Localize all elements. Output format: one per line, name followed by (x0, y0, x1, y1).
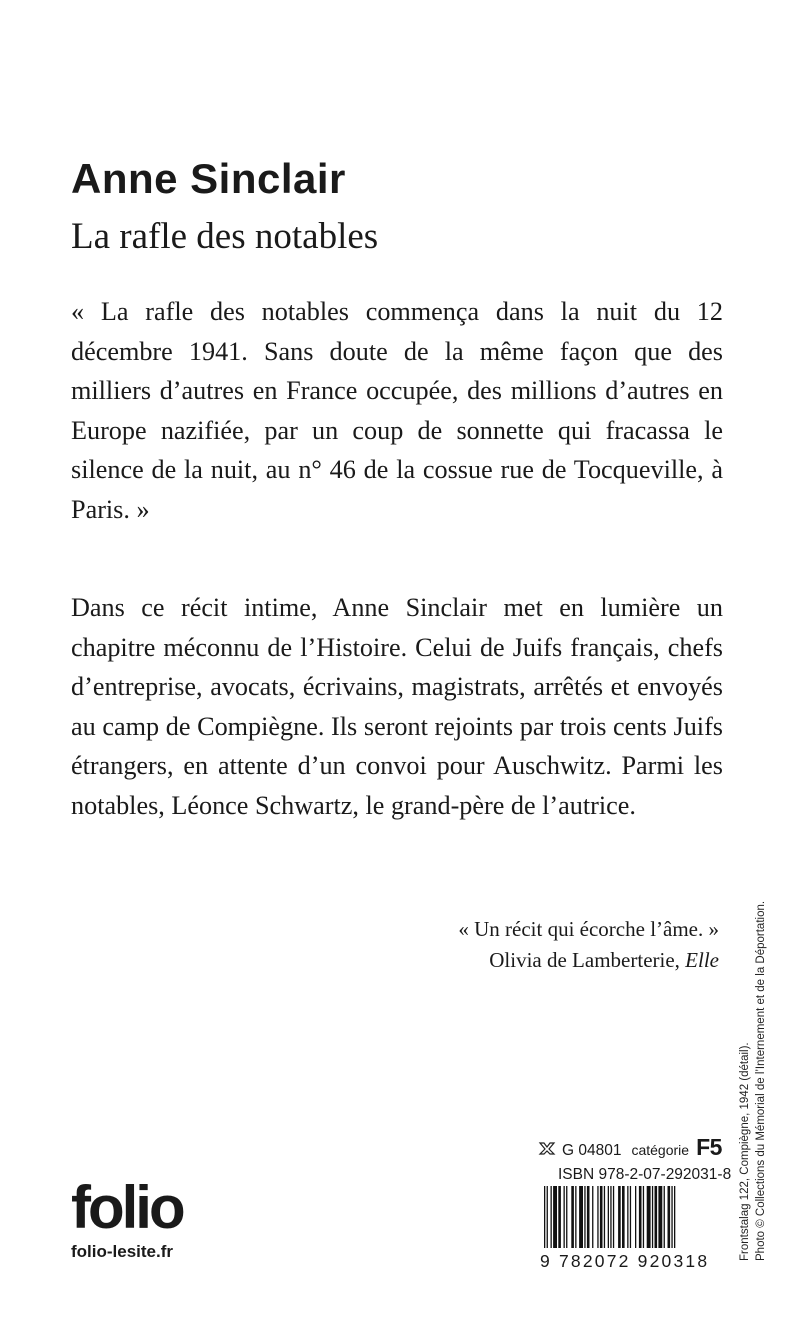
author-name: Anne Sinclair (71, 155, 346, 202)
catalog-line (538, 1134, 722, 1161)
catalog-code: G 04801 (562, 1142, 622, 1159)
excerpt-paragraph: « La rafle des notables commença dans la nuit du 12 décembre 1941. Sans doute de la même façon que des milliers d’autres en France occupée, des millions d’autres en Europe nazifiée, par un coup de sonnette qui fracassa le silence de la nuit, au n° 46 de la cossue rue de Tocqueville, à Paris. » (71, 297, 723, 524)
review-publication: Elle (685, 948, 719, 972)
folio-logo: folio (71, 1174, 183, 1241)
review-quote: « Un récit qui écorche l’âme. » (458, 917, 719, 941)
ean-number: 9 782072 920318 (538, 1248, 722, 1274)
review-quote-block (458, 914, 719, 976)
photo-credit-line2: Photo © Collections du Mémorial de l’Internement et de la Déportation. (754, 900, 767, 1261)
isbn: ISBN 978-2-07-292031-8 (558, 1166, 732, 1183)
photo-credit-line1: Frontstalag 122, Compiègne, 1942 (détail). (739, 1042, 751, 1261)
publisher-website: folio-lesite.fr (71, 1242, 174, 1261)
review-attribution (458, 945, 719, 976)
summary-paragraph: Dans ce récit intime, Anne Sinclair met en lumière un chapitre méconnu de l’Histoire. Celui de Juifs français, chefs d’entreprise, avocats, écrivains, magistrats, arrêtés et envoyés au camp de Compiègne. Ils seront rejoints par trois cents Juifs étrangers, en attente d’un convoi pour Auschwitz. Parmi les notables, Léonce Schwartz, le grand-père de l’autrice. (71, 593, 723, 820)
photo-credit (738, 881, 770, 1261)
category-label: catégorie (631, 1142, 690, 1158)
gallimard-logo-icon (538, 1140, 556, 1155)
reviewer-name: Olivia de Lamberterie, (489, 948, 686, 972)
category-code: F5 (696, 1134, 722, 1160)
book-title: La rafle des notables (71, 216, 379, 257)
